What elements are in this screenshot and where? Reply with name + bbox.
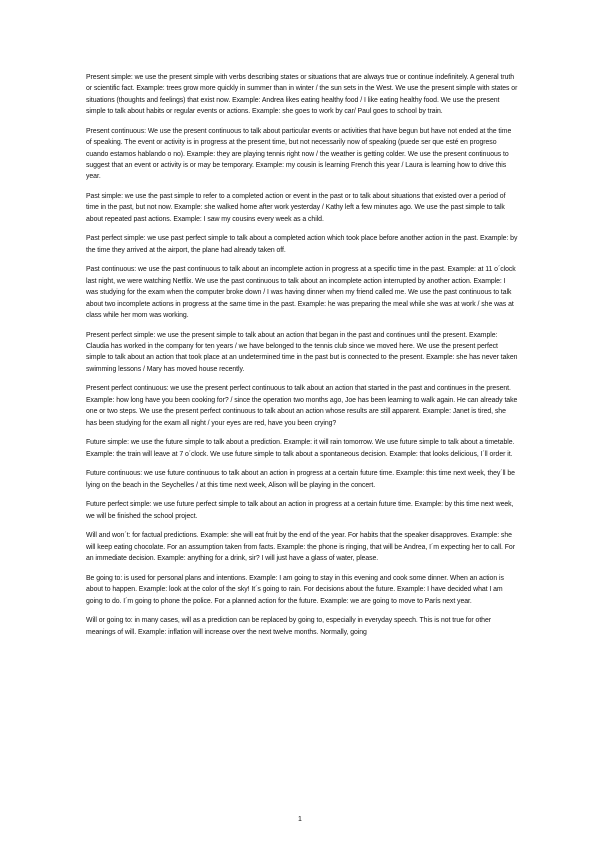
paragraph-present-perfect-simple: Present perfect simple: we use the present simple to talk about an action that began in the past and continues until the present. Example: Claudia has worked in the company for ten years / we have belonged to the tennis club since we moved here. We use the present perfect simple to talk about an action that took place at an undetermined time in the past but is connected to the present. Example: she has never taken swimming lessons / Mary has moved house recently.: [86, 331, 518, 373]
paragraph-future-simple: Future simple: we use the future simple to talk about a prediction. Example: it will rain tomorrow. We use future simple to talk about a timetable. Example: the train will leave at 7 o´clock. We use future simple to talk about a spontaneous decision. Example: that looks delicious, I´ll order it.: [86, 439, 515, 458]
paragraph-be-going-to: Be going to: is used for personal plans and intentions. Example: I am going to stay in this evening and cook some dinner. When an action is about to happen. Example: look at the color of the sky! It´s going to rain. For decisions about the future. Example: I have decided what I am going to do. I´m going to phone the police. For a planned action for the future. Example: we are going to move to París next year.: [86, 574, 504, 605]
paragraph-past-perfect-simple: Past perfect simple: we use past perfect simple to talk about a completed action which took place before another action in the past. Example: by the time they arrived at the airport, the plane had already taken off.: [86, 235, 518, 254]
paragraph-past-continuous: Past continuous: we use the past continuous to talk about an incomplete action in progress at a specific time in the past. Example: at 11 o´clock last night, we were watching Netflix. We use the past continuous to talk about an incomplete action interrupted by another action. Example: I was studying for the exam when the computer broke down / I was having dinner when my friend called me. We use the past continuous to talk about two incomplete actions in progress at the same time in the past. Example: he was preparing the meal while she was at work / she was at class while her mom was working.: [86, 266, 516, 320]
document-body: [86, 72, 518, 646]
paragraph-future-continuous: Future continuous: we use future continuous to talk about an action in progress at a certain future time. Example: this time next week, they´ll be lying on the beach in the Seychelles / at this time next week, Alison will be playing in the concert.: [86, 470, 515, 489]
page-number: 1: [298, 816, 302, 823]
paragraph-will-or-going-to: Will or going to: in many cases, will as a prediction can be replaced by going to, especially in everyday speech. This is not true for other meanings of will. Example: inflation will increase over the next twelve months. Normally, going: [86, 617, 491, 636]
paragraph-present-continuous: Present continuous: We use the present continuous to talk about particular events or activities that have begun but have not ended at the time of speaking. The event or activity is in progress at the present time, but not necessarily now of speaking (puede ser que esté en progreso cuando estamos hablando o no). Example: they are playing tennis right now / the weather is getting colder. We use the present continuous to suggest that an event or activity is or may be temporary. Example: my cousin is learning French this year / Laura is learning how to drive this year.: [86, 127, 512, 181]
paragraph-past-simple: Past simple: we use the past simple to refer to a completed action or event in the past or to talk about situations that existed over a period of time in the past, but not now. Example: she walked home after work yesterday / Kathy left a few minutes ago. We use the past simple to talk about repeated past actions. Example: I saw my cousins every week as a child.: [86, 193, 506, 223]
paragraph-present-simple: Present simple: we use the present simple with verbs describing states or situations that are always true or continue indefinitely. A general truth or scientific fact. Example: trees grow more quickly in summer than in winter / the sun sets in the West. We use the present simple with states or situations (thoughts and feelings) that exist now. Example: Andrea likes eating healthy food / I like eating healthy food. We use the present simple to talk about habits or regular events or actions. Example: she goes to work by car/ Paul goes to school by train.: [86, 74, 518, 116]
paragraph-future-perfect-simple: Future perfect simple: we use future perfect simple to talk about an action in progress at a certain future time. Example: by this time next week, we will be finished the school project.: [86, 501, 514, 520]
paragraph-present-perfect-continuous: Present perfect continuous: we use the present perfect continuous to talk about an action that started in the past and continues in the present. Example: how long have you been cooking for? / since the operation two months ago, Joe has been learning to walk again. He can already take one or two steps. We use the present perfect continuous to talk about an action whose results are still apparent. Example: Janet is tired, she has been studying for the exam all night / your eyes are red, have you been crying?: [86, 385, 518, 427]
paragraph-will-and-wont: Will and won´t: for factual predictions. Example: she will eat fruit by the end of the year. For habits that the speaker disapproves. Example: she will keep eating chocolate. For an assumption taken from facts. Example: the phone is ringing, that will be Andrea, I´m expecting her to call. For an immediate decision. Example: anything for a drink, sir? I will just have a glass of water, please.: [86, 532, 515, 563]
